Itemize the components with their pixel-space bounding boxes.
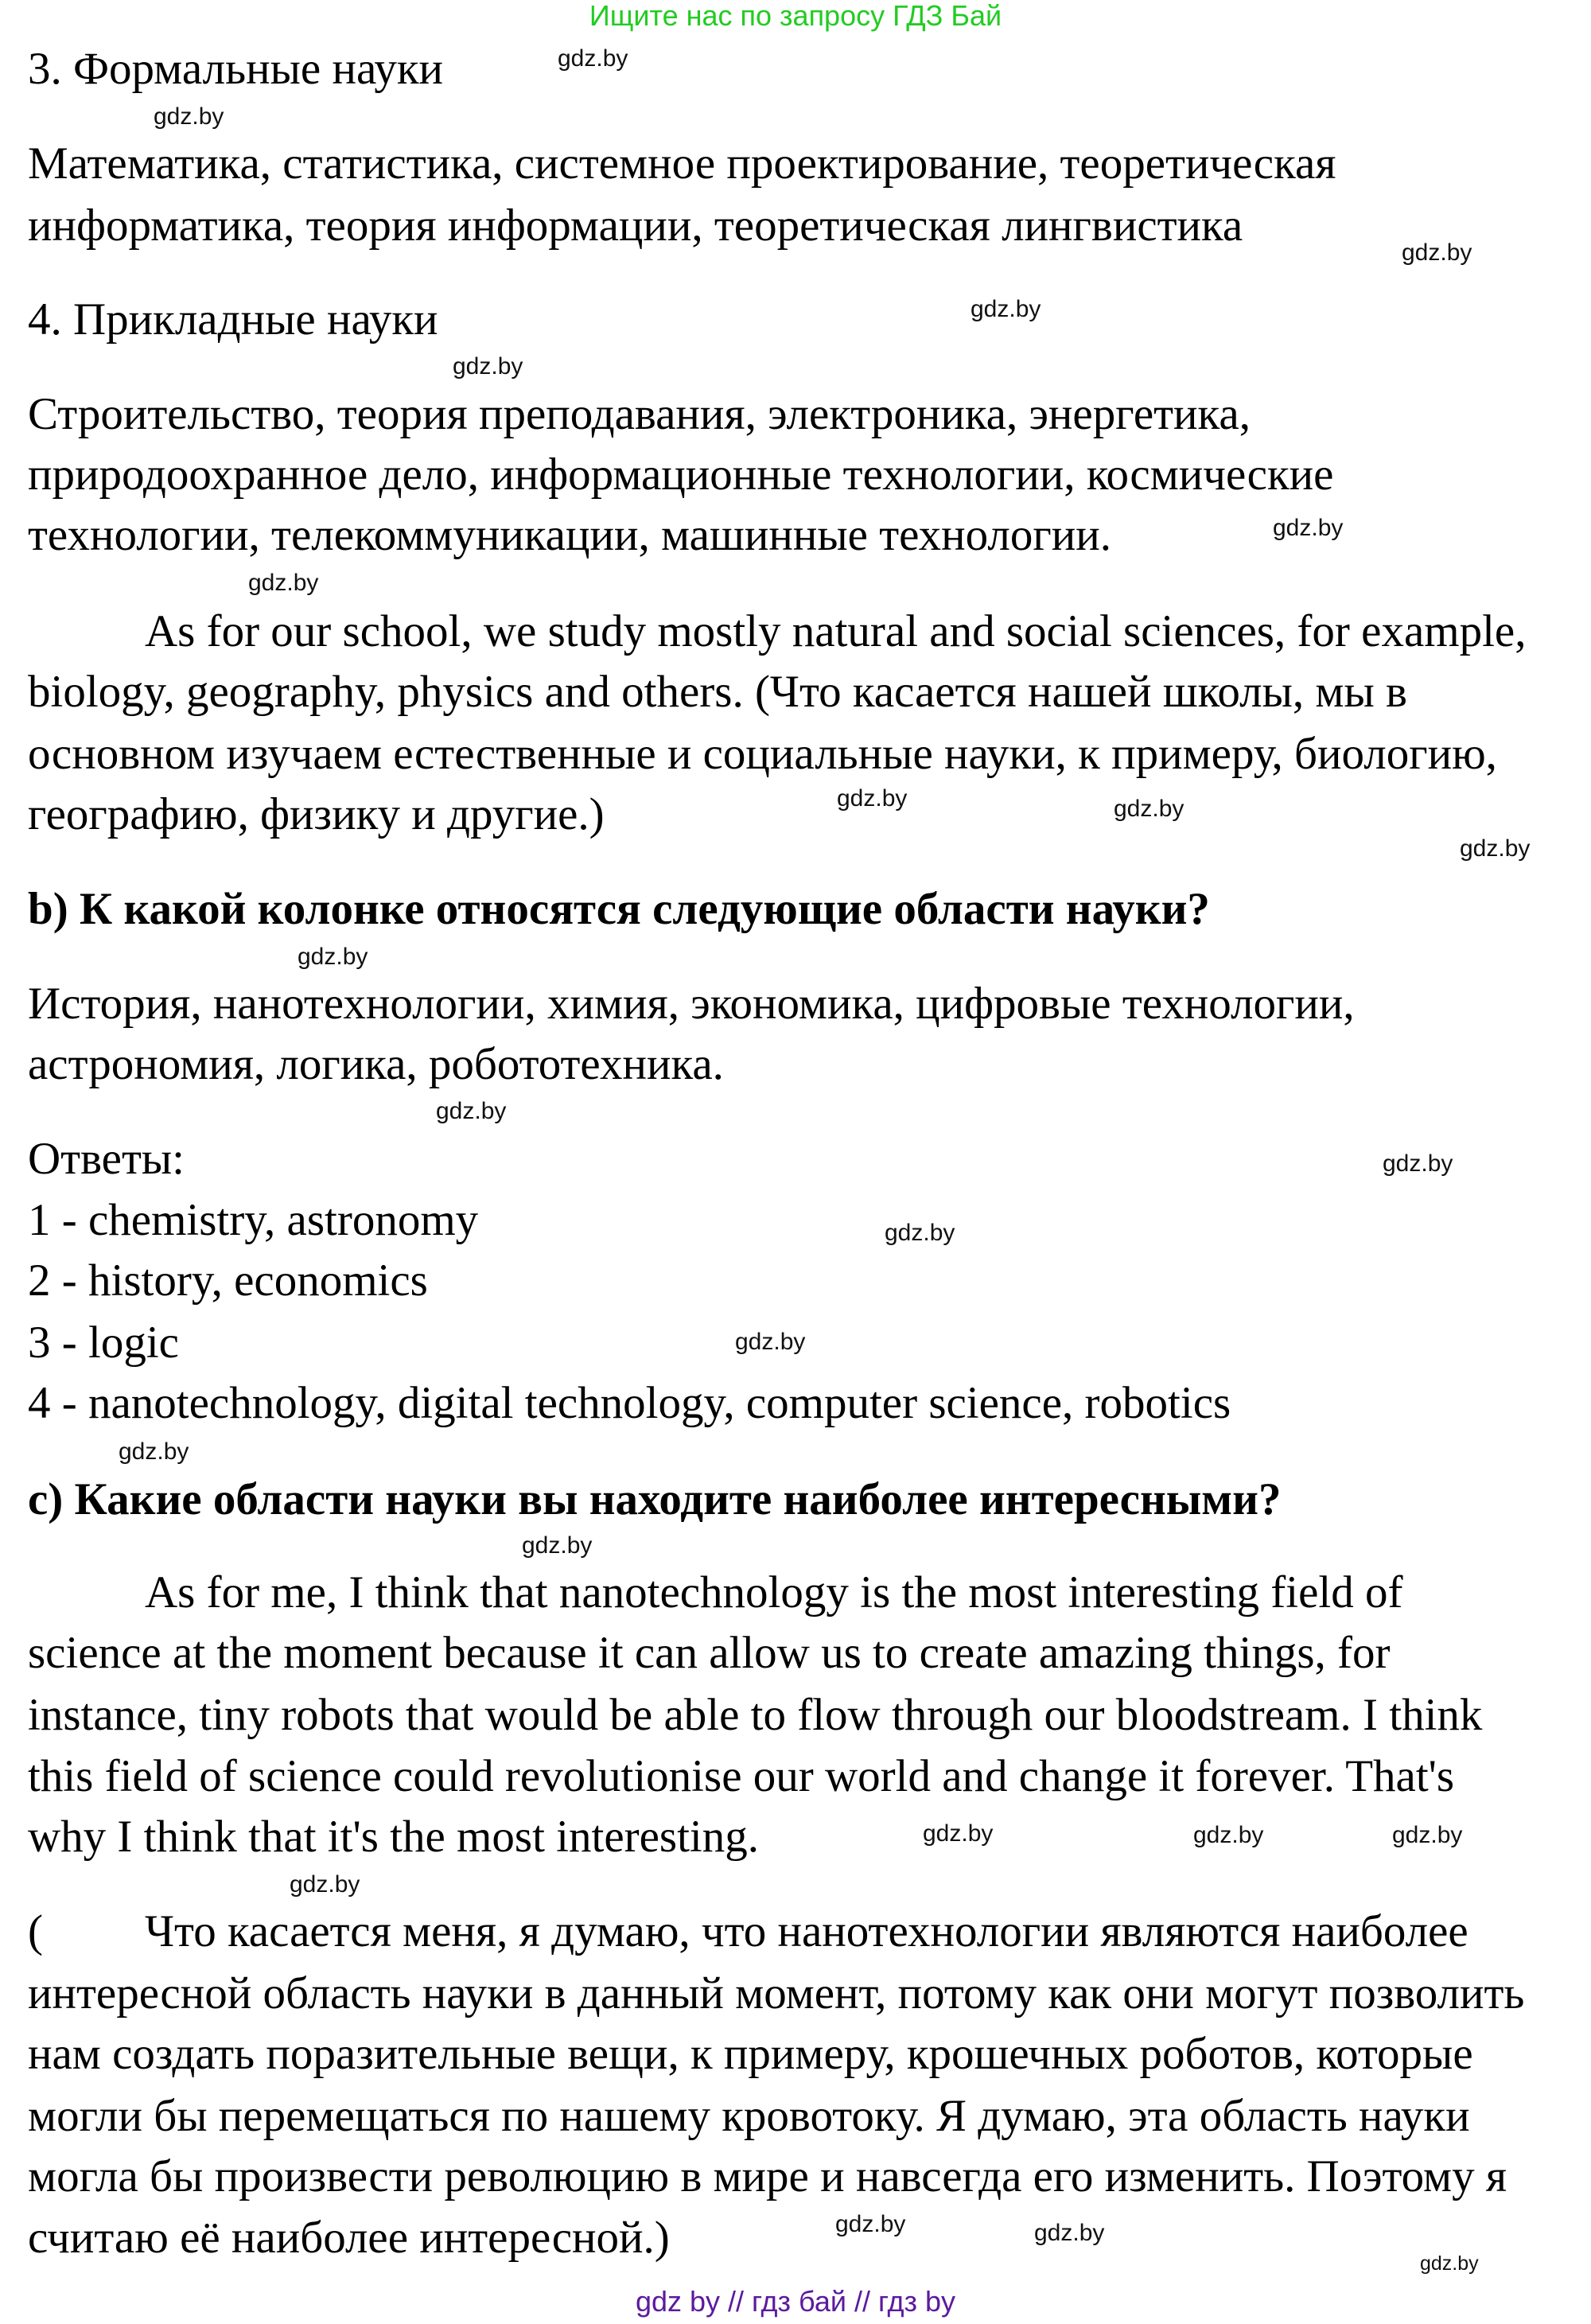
text-line: интересной область науки в данный момент, потому как они могут позволить (28, 1968, 1525, 2018)
watermark: gdz.by (453, 353, 523, 380)
text-line: As for me, I think that nanotechnology is the most interesting field of (145, 1567, 1403, 1617)
watermark: gdz.by (558, 45, 628, 72)
question-b-title: b) К какой колонке относятся следующие области науки? (28, 884, 1210, 934)
watermark: gdz.by (1392, 1822, 1463, 1848)
section-3-title: 3. Формальные науки (28, 44, 444, 94)
watermark: gdz.by (835, 2211, 906, 2237)
watermark: gdz.by (522, 1532, 593, 1559)
text-line: this field of science could revolutionise our world and change it forever. That's (28, 1751, 1455, 1801)
watermark: gdz.by (436, 1098, 507, 1124)
watermark: gdz.by (154, 103, 224, 130)
answer-item: 1 - chemistry, astronomy (28, 1195, 479, 1245)
watermark: gdz.by (1402, 239, 1472, 266)
watermark: gdz.by (837, 785, 908, 812)
watermark: gdz.by (971, 296, 1041, 322)
answer-item: 3 - logic (28, 1318, 179, 1368)
text-line: instance, tiny robots that would be able to flow through our bloodstream. I think (28, 1690, 1483, 1740)
watermark: gdz.by (885, 1220, 955, 1246)
watermark: gdz.by (298, 944, 368, 970)
search-banner: Ищите нас по запросу ГДЗ Бай (589, 0, 1002, 32)
answer-item: 4 - nanotechnology, digital technology, computer science, robotics (28, 1378, 1231, 1428)
text-line: основном изучаем естественные и социальные науки, к примеру, биологию, (28, 729, 1497, 779)
text-line: Строительство, теория преподавания, электроника, энергетика, (28, 389, 1251, 439)
text-line: As for our school, we study mostly natural and social sciences, for example, (145, 606, 1527, 656)
text-line: Математика, статистика, системное проектирование, теоретическая (28, 138, 1336, 189)
text-line: История, нанотехнологии, химия, экономика, цифровые технологии, (28, 979, 1355, 1029)
question-c-title: c) Какие области науки вы находите наиболее интересными? (28, 1474, 1282, 1524)
text-line: информатика, теория информации, теоретическая лингвистика (28, 200, 1243, 251)
text-line: Что касается меня, я думаю, что нанотехнологии являются наиболее (145, 1906, 1468, 1956)
watermark: gdz.by (923, 1820, 994, 1847)
text-line: могли бы перемещаться по нашему кровотоку. Я думаю, эта область науки (28, 2091, 1470, 2141)
text-line: могла бы произвести революцию в мире и навсегда его изменить. Поэтому я (28, 2151, 1507, 2201)
watermark: gdz.by (1420, 2252, 1479, 2275)
text-line: природоохранное дело, информационные технологии, космические (28, 450, 1334, 500)
watermark: gdz.by (1383, 1150, 1453, 1177)
open-parenthesis: ( (28, 1906, 43, 1956)
watermark: gdz.by (1460, 835, 1531, 862)
answers-label: Ответы: (28, 1134, 185, 1184)
text-line: считаю её наиболее интересной.) (28, 2213, 670, 2263)
watermark: gdz.by (1034, 2220, 1105, 2246)
text-line: biology, geography, physics and others. (Что касается нашей школы, мы в (28, 667, 1407, 717)
text-line: why I think that it's the most interesting. (28, 1812, 760, 1862)
watermark: gdz.by (1273, 515, 1344, 541)
text-line: географию, физику и другие.) (28, 789, 605, 839)
text-line: science at the moment because it can allow us to create amazing things, for (28, 1628, 1391, 1678)
watermark: gdz.by (1193, 1822, 1264, 1848)
text-line: технологии, телекоммуникации, машинные технологии. (28, 510, 1112, 560)
section-4-title: 4. Прикладные науки (28, 294, 438, 345)
text-line: астрономия, логика, робототехника. (28, 1039, 724, 1089)
watermark: gdz.by (119, 1438, 189, 1465)
watermark: gdz.by (248, 570, 319, 596)
answer-item: 2 - history, economics (28, 1255, 428, 1306)
watermark: gdz.by (735, 1329, 806, 1355)
watermark: gdz.by (1114, 796, 1184, 822)
footer-links[interactable]: gdz by // гдз бай // гдз by (635, 2285, 956, 2318)
watermark: gdz.by (290, 1871, 360, 1898)
text-line: нам создать поразительные вещи, к примеру, крошечных роботов, которые (28, 2029, 1473, 2079)
